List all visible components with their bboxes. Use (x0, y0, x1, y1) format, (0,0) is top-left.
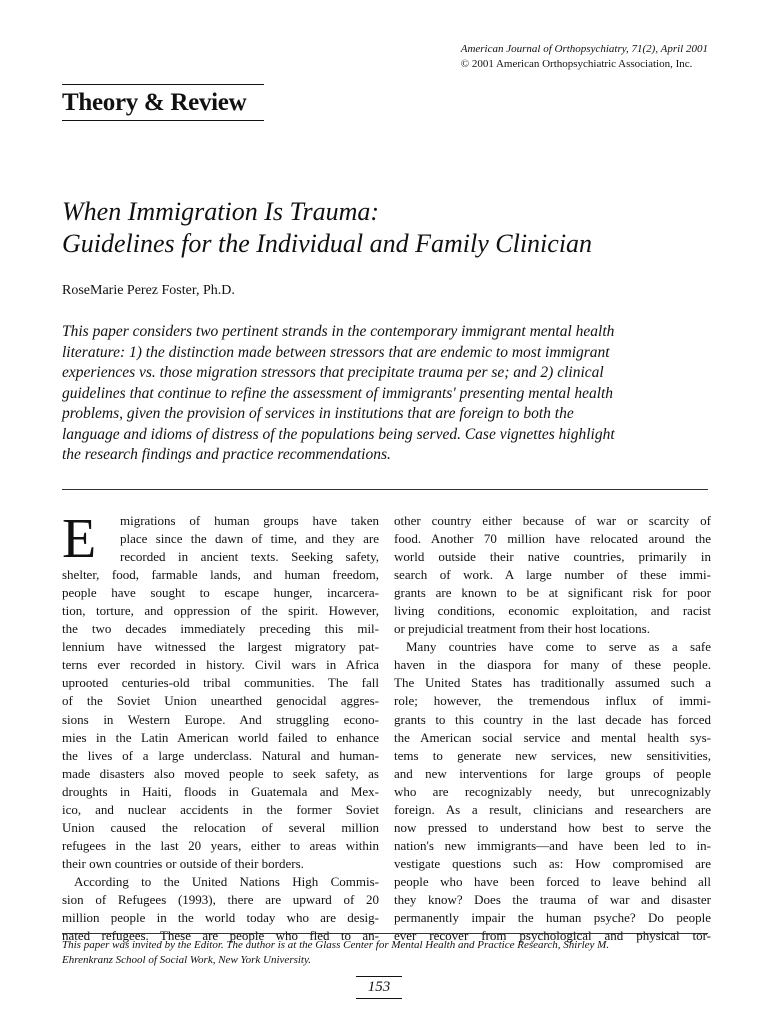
body-line: other country either because of war or scarcity of (394, 513, 711, 528)
drop-cap: E (62, 508, 97, 570)
journal-citation (461, 42, 708, 72)
body-line: now pressed to understand how best to serve the (394, 819, 711, 835)
section-heading (62, 84, 264, 121)
abstract (62, 322, 712, 466)
abstract-line: problems, given the provision of services in institutions that are foreign to both the (62, 405, 574, 422)
body-line: food. Another 70 million have relocated around the (394, 531, 711, 547)
body-line: and new interventions for large groups of people (394, 765, 711, 781)
body-line: living conditions, economic exploitation, and racist (394, 603, 711, 619)
body-line: they know? Does the trauma of war and disaster (394, 891, 711, 907)
body-line: terns ever recorded in history. Civil wars in Africa (62, 657, 379, 673)
footnote-rule (62, 933, 708, 934)
body-line: tems to generate new services, new sensitivities, (394, 747, 711, 763)
article-title-line-2: Guidelines for the Individual and Family Clinician (62, 229, 593, 258)
body-line: According to the United Nations High Commis- (74, 873, 379, 889)
body-line: nated refugees. These are people who fled to an- (62, 928, 379, 944)
journal-citation-line: American Journal of Orthopsychiatry, 71(2), April 2001 (460, 43, 708, 55)
page-number-rule-bottom (356, 998, 402, 999)
article-title (62, 196, 722, 260)
body-line: mies in the Latin American world failed to enhance (62, 729, 379, 745)
body-line: sion of Refugees (1993), there are upward of 20 (62, 891, 379, 907)
body-line: people have sought to escape hunger, incarcera- (62, 585, 379, 601)
footnote (62, 938, 708, 967)
body-line: haven in the diaspora for many of these people. (394, 657, 711, 673)
body-line: million people in the world today who are desig- (62, 910, 379, 926)
body-line: Union caused the relocation of several million (62, 819, 379, 835)
abstract-line: language and idioms of distress of the populations being served. Case vignettes highlight (62, 425, 615, 443)
body-line: the two decades immediately preceding this mil- (62, 621, 379, 637)
abstract-line: guidelines that continue to refine the assessment of immigrants' presenting mental health (62, 384, 614, 402)
body-line: uprooted centuries-old tribal communities. The fall (62, 675, 379, 691)
page-number-text: 153 (367, 979, 391, 995)
section-rule-bottom (62, 120, 264, 121)
body-line: of the Soviet Union unearthed genocidal aggres- (62, 693, 379, 709)
body-line: lennium have witnessed the largest migratory pat- (62, 639, 379, 655)
body-line: made disasters also moved people to seek safety, as (62, 765, 379, 781)
footnote-line-2: Ehrenkranz School of Social Work, New York University. (62, 953, 312, 966)
abstract-line: the research findings and practice recommendations. (62, 446, 391, 463)
body-line: the lives of a large underclass. Natural and human- (62, 747, 379, 763)
author-name: RoseMarie Perez Foster, Ph.D. (62, 283, 235, 298)
body-line: the American social service and mental health sys- (394, 729, 711, 745)
body-line: recorded in ancient texts. Seeking safety, (120, 549, 379, 565)
page-number (356, 976, 402, 999)
body-line: ever recover from psychological and physical tor- (394, 928, 711, 944)
body-line: Many countries have come to serve as a safe (406, 639, 711, 655)
body-line: permanently impair the human psyche? Do people (394, 910, 711, 926)
footnote-line-1: This paper was invited by the Editor. The author is at the Glass Center for Mental Health and Practice Research, Shirley M. (62, 939, 610, 951)
body-line: nation's new immigrants—and have been led to in- (394, 837, 711, 853)
body-line: world outside their native countries, primarily in (394, 549, 711, 565)
body-line: place since the dawn of time, and they are (120, 531, 379, 547)
body-line: search of work. A large number of these immi- (394, 567, 711, 583)
body-column-left (62, 508, 379, 945)
section-title: Theory & Review (62, 89, 247, 116)
body-line: shelter, food, farmable lands, and human freedom, (62, 567, 379, 583)
body-line: role; however, the tremendous influx of immi- (394, 693, 711, 709)
body-line: grants to this country in the last decade has forced (394, 711, 711, 727)
abstract-line: This paper considers two pertinent strands in the contemporary immigrant mental health (62, 323, 615, 340)
body-line: droughts in Haiti, floods in Guatemala and Mex- (62, 783, 379, 799)
abstract-line: literature: 1) the distinction made between stressors that are endemic to most immigrant (62, 343, 610, 361)
body-line: ico, and nuclear accidents in the former Soviet (62, 801, 379, 817)
section-rule-top (62, 84, 264, 85)
body-line: their own countries or outside of their borders. (62, 855, 304, 871)
abstract-line: experiences vs. those migration stressors that precipitate trauma per se; and 2) clinical (62, 364, 604, 381)
body-line: who are recognizably needy, but unrecognizably (394, 783, 711, 799)
page-number-rule-top (356, 976, 402, 977)
body-line: vestigate questions such as: How compromised are (394, 855, 711, 871)
article-title-line-1: When Immigration Is Trauma: (62, 197, 380, 226)
body-line: The United States has traditionally assumed such a (394, 675, 711, 691)
abstract-divider (62, 489, 708, 490)
body-line: or prejudicial treatment from their host locations. (394, 621, 650, 637)
body-line: refugees in the last 20 years, either to areas within (62, 837, 379, 853)
body-line: grants are known to be at significant risk for poor (394, 585, 711, 601)
body-line: people who have been forced to leave behind all (394, 873, 711, 889)
body-line: tion, torture, and oppression of the spirit. However, (62, 603, 379, 619)
body-line: migrations of human groups have taken (120, 513, 379, 528)
body-line: foreign. As a result, clinicians and researchers are (394, 801, 711, 817)
body-line: sions in Western Europe. And struggling econo- (62, 711, 379, 727)
journal-copyright-line: © 2001 American Orthopsychiatric Association, Inc. (460, 58, 693, 70)
body-column-right (394, 512, 711, 945)
